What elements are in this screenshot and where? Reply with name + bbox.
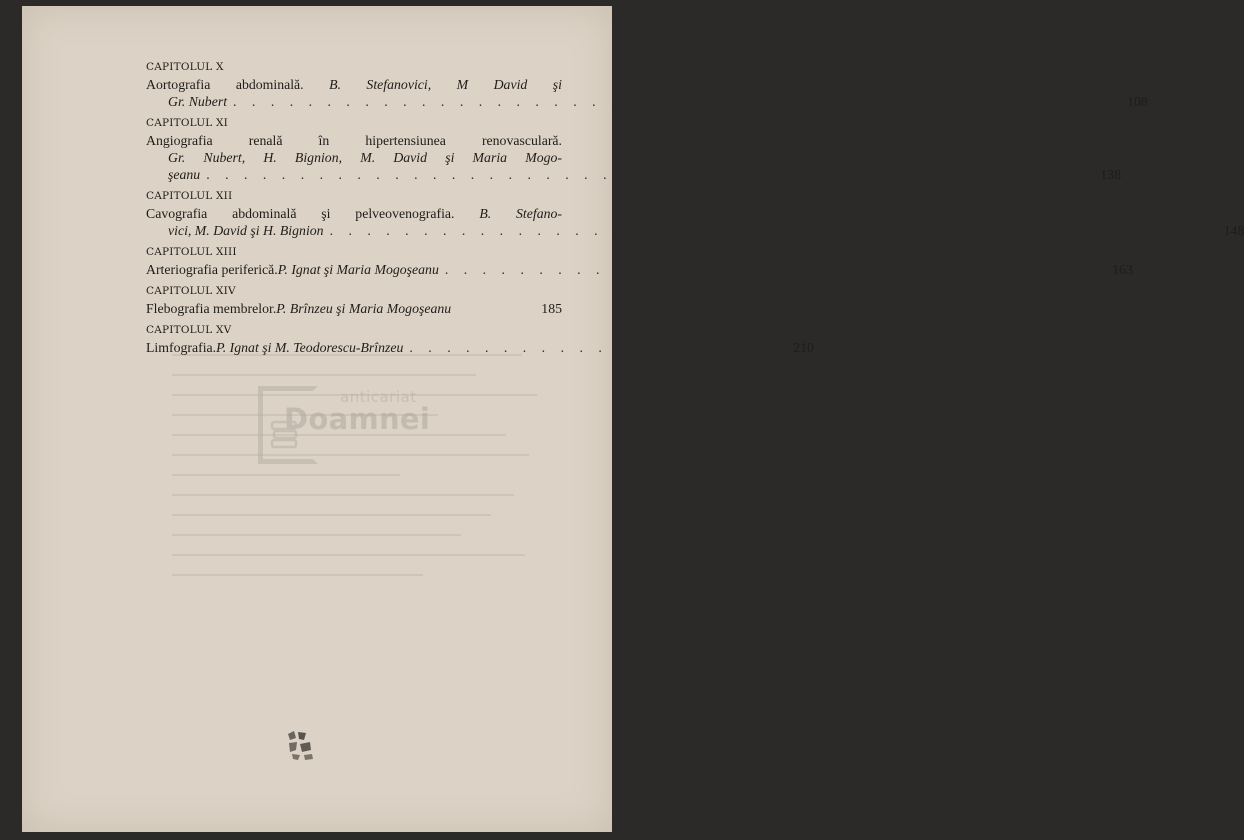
leader-dots: . . . . . . . . . . . . . . . . . . . . . . . . . . . . . . . . . . . . . . . . . . . . . . . <box>329 223 1209 238</box>
entry-authors: Gr. Nubert, H. Bignion, M. David şi Maria Mogo- <box>168 150 562 165</box>
anticariat-watermark <box>258 382 431 472</box>
entry-authors: P. Ignat şi M. Teodorescu-Brînzeu <box>216 340 404 355</box>
entry-line <box>146 339 814 356</box>
page-number: 210 <box>793 340 814 355</box>
chapter-label: CAPITOLUL XI <box>146 117 229 129</box>
chapter-label: CAPITOLUL XIII <box>146 246 237 258</box>
toc-entry <box>146 339 814 356</box>
watermark-small-text: anticariat <box>340 388 417 406</box>
entry-authors: P. Ignat şi Maria Mogoşeanu <box>277 262 439 277</box>
show-through-text <box>172 336 552 636</box>
toc-chapter-x <box>146 60 1148 110</box>
entry-title: Arteriografia periferică. <box>146 262 278 277</box>
page-number: 163 <box>1112 262 1133 277</box>
page-number: 148 <box>1223 223 1244 238</box>
toc-entry <box>146 261 1133 278</box>
toc-chapter-xv <box>146 323 814 356</box>
page-number: 108 <box>1127 94 1148 109</box>
entry-line <box>146 205 562 222</box>
entry-title: Aortografia abdominală. <box>146 77 330 92</box>
entry-line <box>146 93 1148 110</box>
toc-chapter-xiv <box>146 284 562 317</box>
entry-line <box>146 300 562 317</box>
book-page <box>22 6 1244 832</box>
entry-authors: şeanu <box>168 167 201 182</box>
page-number: 138 <box>1100 167 1121 182</box>
toc-chapter-xii <box>146 189 1244 239</box>
chapter-label: CAPITOLUL XIV <box>146 285 236 297</box>
entry-title: Cavografia abdominală şi pelveovenografia. <box>146 206 480 221</box>
entry-line <box>146 166 1121 183</box>
entry-authors: P. Brînzeu şi Maria Mogoşeanu <box>276 301 452 316</box>
leader-dots: . . . . . . . . . . . . . . . . . . . . . . . . . . . . . . . . . . . <box>444 262 1097 277</box>
entry-authors: vici, M. David şi H. Bignion <box>168 223 324 238</box>
table-of-contents <box>146 60 1244 362</box>
leader-dots: . . . . . . . . . . . . . . . . . . . . . . . . . . . . . . . . . . . . . . . . . . . . . . . <box>233 94 1112 109</box>
entry-title: Limfografia. <box>146 340 217 355</box>
entry-line <box>146 76 562 93</box>
entry-line <box>146 132 562 149</box>
chapter-label: CAPITOLUL XV <box>146 324 232 336</box>
entry-authors: Gr. Nubert <box>168 94 228 109</box>
toc-chapter-xi <box>146 116 1121 183</box>
chapter-label: CAPITOLUL XII <box>146 190 233 202</box>
toc-entry <box>146 76 1148 110</box>
library-stamp-icon <box>284 728 318 762</box>
toc-entry <box>146 132 1121 183</box>
toc-entry <box>146 205 1244 239</box>
toc-entry <box>146 300 562 317</box>
entry-line <box>146 261 1133 278</box>
leader-dots: . . . . . . . . . . . . . . . . . . . . <box>409 340 778 355</box>
entry-title: Flebografia membrelor. <box>146 301 277 316</box>
toc-chapter-xiii <box>146 245 1133 278</box>
entry-line <box>146 149 562 166</box>
watermark-brand-text: Doamnei <box>284 402 431 436</box>
leader-dots: . . . . . . . . . . . . . . . . . . . . . . . . . . . . . . . . . . . . . . . . . . . . . . . <box>206 167 1085 182</box>
entry-authors: B. Stefano- <box>479 206 562 221</box>
entry-line <box>146 222 1244 239</box>
entry-title: Angiografia renală în hipertensiunea renovasculară. <box>146 133 562 148</box>
chapter-label: CAPITOLUL X <box>146 61 224 73</box>
page-number: 185 <box>541 301 562 316</box>
entry-authors: B. Stefanovici, M David şi <box>329 77 562 92</box>
